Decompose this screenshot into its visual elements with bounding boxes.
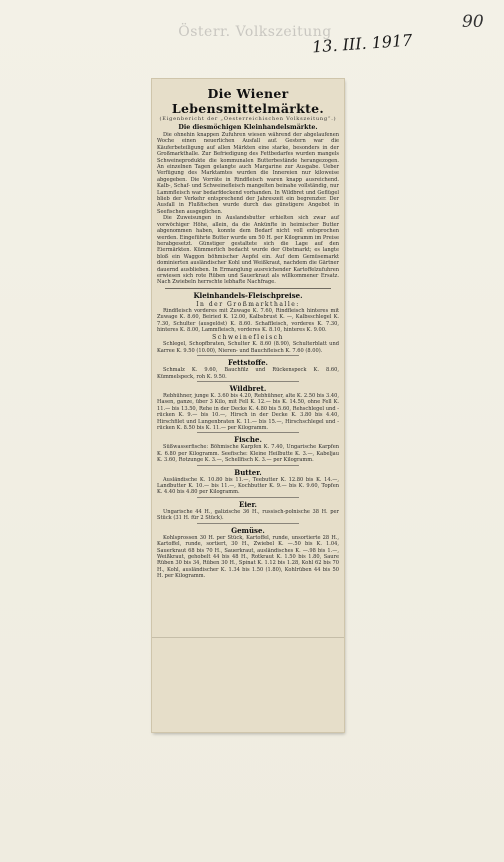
fish-heading: Fische.: [234, 435, 262, 445]
butter-heading: Butter.: [234, 467, 262, 477]
fish-prices-text: Süßwasserfische: Böhmische Karpfen K. 7.40, Ungarische Karpfen K. 6.80 per Kilogramm. Seefische: Kleine Heilbutte K. 3.—, Kabeljau K. 3.60, Rotzunge K. 3.—, Schellfisch K. 3.— per Kilogramm.: [157, 444, 339, 464]
eggs-prices-text: Ungarische 44 H., galizische 36 H., russisch-polnische 38 H. per Stück (31 H. für 2 Stück).: [157, 508, 339, 522]
meat-prices-heading: Kleinhandels-Fleischpreise.: [193, 290, 303, 300]
article-title: Die Wiener Lebensmittelmärkte.: [171, 86, 325, 116]
divider: [197, 381, 299, 382]
eggs-heading: Eier.: [239, 499, 257, 509]
pork-prices-text: Schlegel, Schopfbraten, Schulter K. 8.60 (8.90), Schulterblatt und Karree K. 9.50 (10.00), Nieren- und Bauchfleisch K. 7.60 (8.00).: [157, 341, 339, 354]
pork-subheading: Schweinefleisch: [212, 334, 284, 342]
vegetables-prices-text: Kohlsprossen 30 H. per Stück, Kartoffel, runde, unsortierte 28 H., Kartoffel, runde, sortiert, 30 H., Zwiebel K. —.50 bis K. 1.04, Sauerkraut 68 bis 70 H., Sauerkraut, ausländisches K. —.98 bis 1.—, Weißkraut, gehobelt 44 bis 48 H., Rotkraut K. 1.50 bis 1.80, Saure Rüben 30 bis 34, Rüben 30 H., Spinat K. 1.12 bis 1.28, Kohl 62 bis 70 H., Kohl, ausländischer K. 1.34 bis 1.50 (1.80), Kohlrüben 44 bis 50 H. per Kilogramm.: [157, 534, 339, 580]
paper-fold-line: [152, 637, 344, 638]
divider: [197, 355, 299, 356]
divider: [197, 432, 299, 433]
divider: [197, 523, 299, 524]
section-heading: Die diesmöchigen Kleinhandelsmärkte.: [178, 124, 318, 131]
divider: [197, 465, 299, 466]
article-paragraph-1: Die ohnehin knappen Zufuhren wiesen während der abgelaufenen Woche einen neuerlichen Ausfall auf. Gestern war die Käuferbeteiligung auf allen Märkten eine starke, besonders in der Großmarkthalle. Zur Befriedigung des Fettbedarfes wurden mangels Schweineprodukte die kommunalen Butterbestände herangezogen. An einzelnen Tagen gelangte auch Margarine zur Ausgabe. Ueber Verfügung des Marktamtes wurden die Innereien nur kiloweise abgegeben. Die Vorräte in Rindfleisch waren knapp ausreichend. Kalb-, Schaf- und Schweinefleisch mangelten beinahe vollständig, nur Lammfleisch war bedarfdeckend vorhanden. In Wildbret und Geflügel blieb der Verkehr entsprechend der Jahreszeit ein begrenzter. Der Ausfall in Flußfischen wurde durch das günstigere Angebot in Seefischen ausgeglichen.: [157, 132, 339, 215]
vegetables-heading: Gemüse.: [231, 525, 265, 535]
article-paragraph-2: Die Zuweisungen in Auslandsbutter erhielten sich zwar auf vorwöchiger Höhe, allein, da die Ankünfte in heimischer Butter abgenommen haben, konnte dem Bedarf nicht voll entsprochen werden. Eingeführte Butter wurde um 50 H. per Kilogramm im Preise herabgesetzt. Günstiger gestaltete sich die Lage auf den Eiermärkten. Kümmerlich bedacht wurde der Obstmarkt; es langte bloß ein Waggon böhmischer Aepfel ein. Auf dem Gemüsemarkt dominierten ausländischer Kohl und Weißkraut, nachdem die Gärtner dauernd ausblieben. In Ermanglung ausreichender Kartoffelzufuhren erwiesen sich rote Rüben und Sauerkraut als willkommener Ersatz. Nach Zwiebeln herrschte lebhafte Nachfrage.: [157, 215, 339, 286]
butter-prices-text: Ausländische K. 10.80 bis 11.—, Teebutter K. 12.80 bis K. 14.—, Landbutter K. 10.— bis 11.—, Kochbutter K. 9.— bis K. 9.60, Topfen K. 4.40 bis 4.80 per Kilogramm.: [157, 476, 339, 496]
fat-prices-text: Schmalz K. 9.60, Bauchfilz und Rückenspeck K. 8.60, Kümmelspeck, roh K. 9.50.: [157, 367, 339, 380]
divider: [197, 497, 299, 498]
newspaper-source-stamp: Österr. Volkszeitung: [178, 24, 332, 40]
meat-prices-text: Rindfleisch vorderes mit Zuwage K. 7.60, Rindfleisch hinteres mit Zuwage K. 8.60, Beiried K. 12.00, Kalbsbrust K. —, Kalbsschlegel K. 7.30, Schulter (ausgelöst) K. 8.60. Schaffleisch, vorderes K. 7.30, hinteres K. 8.00, Lammfleisch, vorderes K. 8.10, hinteres K. 9.00.: [157, 307, 339, 333]
divider: [165, 288, 331, 289]
game-heading: Wildbret.: [229, 384, 267, 393]
meat-prices-subheading: In der Großmarkthalle:: [196, 300, 300, 308]
handwritten-date: 13. III. 1917: [311, 30, 413, 57]
article-subtitle: (Eigenbericht der „Oesterreichischen Volkszeitung“.): [159, 116, 337, 122]
handwritten-page-number: 90: [462, 12, 484, 32]
newspaper-clipping: [152, 79, 344, 732]
fat-heading: Fettstoffe.: [228, 358, 268, 368]
game-prices-text: Rebhühner, junge K. 3.60 bis 4.20, Rebhühner, alte K. 2.50 bis 3.40, Hasen, ganze, über 3 Kilo, mit Fell K. 12.— bis K. 14.50, ohne Fell K. 11.— bis 13.50, Rehe in der Decke K. 4.80 bis 5.60, Rehschlegel und -rücken K. 9.— bis 10.—, Hirsch in der Decke K. 3.80 bis 4.40, Hirschfilet und Lungenbraten K. 11.— bis 15.—, Hirschschlegel und -rücken K. 8.50 bis K. 11.— per Kilogramm.: [157, 393, 339, 432]
